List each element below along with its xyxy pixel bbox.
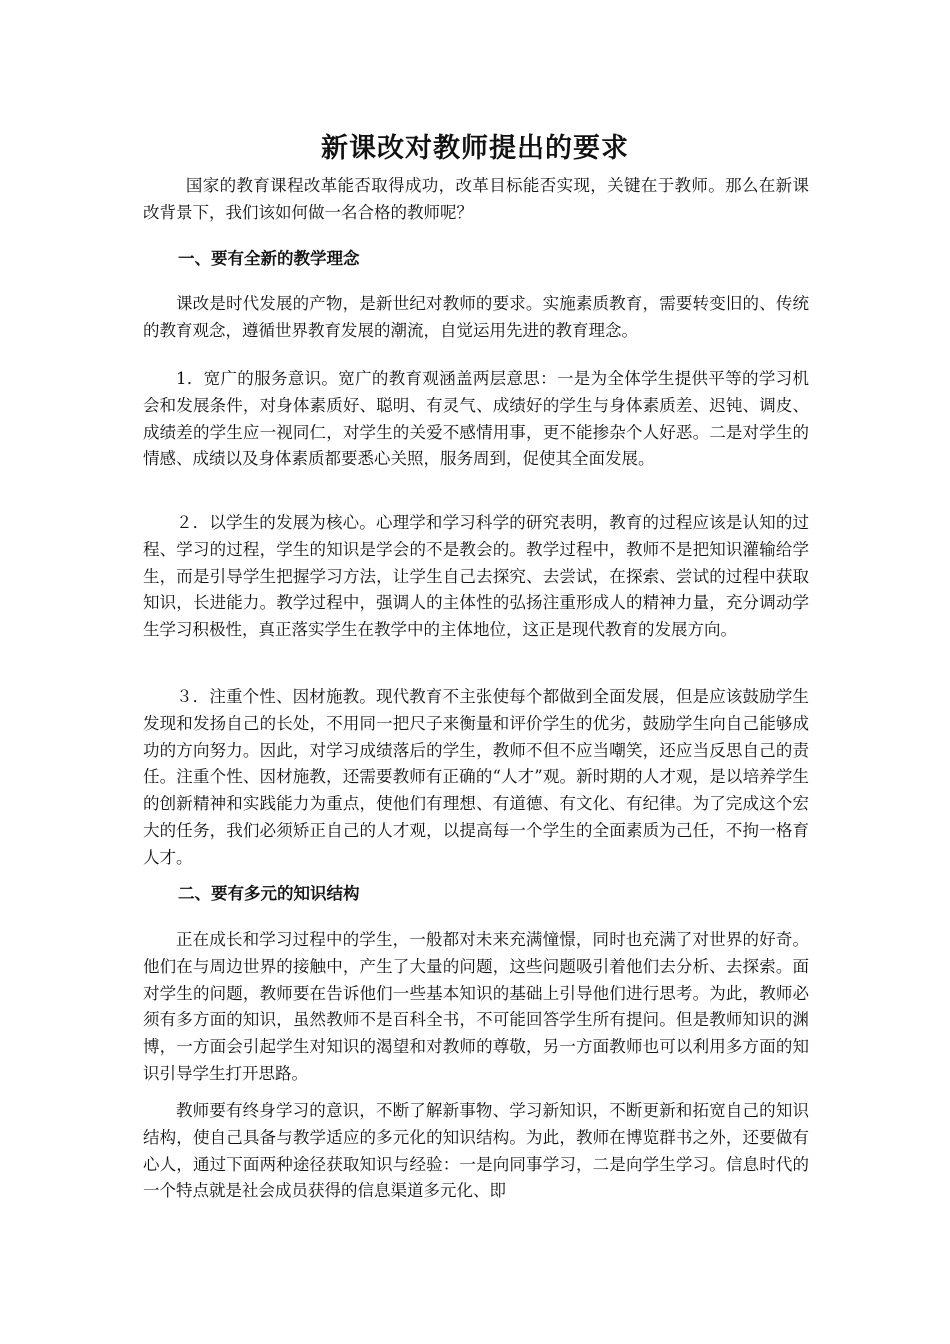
- intro-paragraph: 国家的教育课程改革能否取得成功，改革目标能否实现，关键在于教师。那么在新课改背景下，我们该如何做一名合格的教师呢？: [143, 176, 809, 222]
- section-1-paragraph-1: 课改是时代发展的产物，是新世纪对教师的要求。实施素质教育，需要转变旧的、传统的教育观念，遵循世界教育发展的潮流，自觉运用先进的教育理念。: [143, 294, 809, 340]
- section-2-paragraph-2: 教师要有终身学习的意识，不断了解新事物、学习新知识，不断更新和拓宽自己的知识结构，使自己具备与教学适应的多元化的知识结构。为此，教师在博览群书之外，还要做有心人，通过下面两种途径获取知识与经验：一是向同事学习，二是向学生学习。信息时代的一个特点就是社会成员获得的信息渠道多元化、即: [143, 1101, 809, 1201]
- section-2-paragraph-1: 正在成长和学习过程中的学生，一般都对未来充满憧憬，同时也充满了对世界的好奇。他们在与周边世界的接触中，产生了大量的问题，这些问题吸引着他们去分析、去探索。面对学生的问题，教师要在告诉他们一些基本知识的基础上引导他们进行思考。为此，教师必须有多方面的知识，虽然教师不是百科全书，不可能回答学生所有提问。但是教师知识的渊博，一方面会引起学生对知识的渴望和对教师的尊敬，另一方面教师也可以利用多方面的知识引导学生打开思路。: [143, 930, 809, 1083]
- section-1-paragraph-4: ３．注重个性、因材施教。现代教育不主张使每个都做到全面发展，但是应该鼓励学生发现和发扬自己的长处，不用同一把尺子来衡量和评价学生的优劣，鼓励学生向自己能够成功的方向努力。因此，对学习成绩落后的学生，教师不但不应当嘲笑，还应当反思自己的责任。注重个性、因材施教，还需要教师有正确的“人才”观。新时期的人才观，是以培养学生的创新精神和实践能力为重点，使他们有理想、有道德、有文化、有纪律。为了完成这个宏大的任务，我们必须矫正自己的人才观，以提高每一个学生的全面素质为己任，不拘一格育人才。: [143, 687, 809, 867]
- section-1-heading: 一、要有全新的教学理念: [178, 249, 360, 268]
- section-1-paragraph-2: 1．宽广的服务意识。宽广的教育观涵盖两层意思：一是为全体学生提供平等的学习机会和发展条件，对身体素质好、聪明、有灵气、成绩好的学生与身体素质差、迟钝、调皮、成绩差的学生应一视同仁，对学生的关爱不感情用事，更不能掺杂个人好恶。二是对学生的情感、成绩以及身体素质都要悉心关照，服务周到，促使其全面发展。: [143, 369, 809, 469]
- section-2-heading: 二、要有多元的知识结构: [178, 884, 360, 903]
- section-1-paragraph-3: ２．以学生的发展为核心。心理学和学习科学的研究表明，教育的过程应该是认知的过程、学习的过程，学生的知识是学会的不是教会的。教学过程中，教师不是把知识灌输给学生，而是引导学生把握学习方法，让学生自己去探究、去尝试，在探索、尝试的过程中获取知识，长进能力。教学过程中，强调人的主体性的弘扬注重形成人的精神力量，充分调动学生学习积极性，真正落实学生在教学中的主体地位，这正是现代教育的发展方向。: [143, 513, 809, 640]
- document-title: 新课改对教师提出的要求: [321, 133, 629, 164]
